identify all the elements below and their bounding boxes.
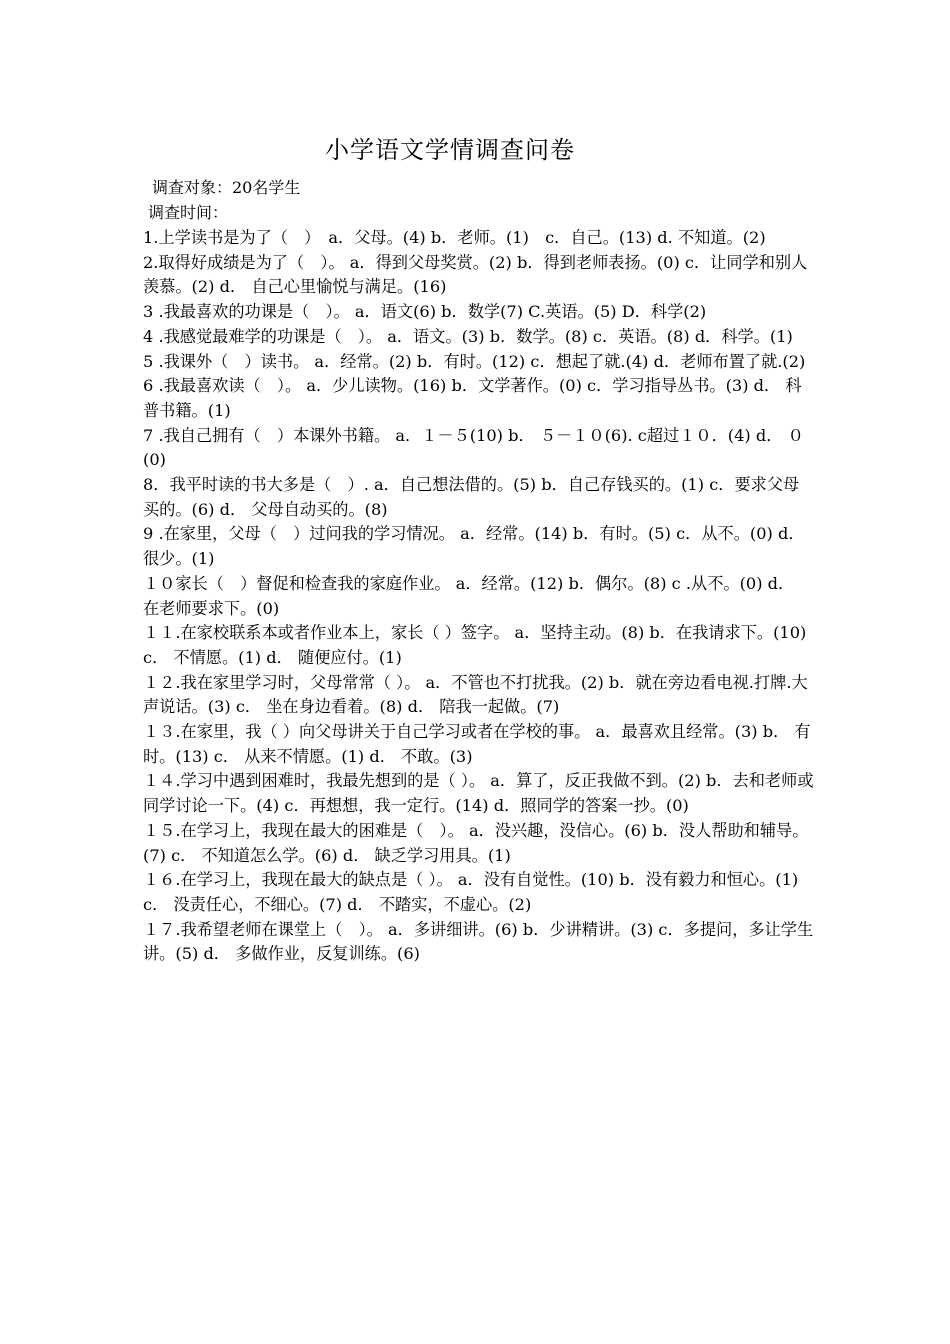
question-list [143,226,815,967]
question-13: １３.在家里，我（ ）向父母讲关于自己学习或者在学校的事。 a．最喜欢且经常。(3) b． 有时。(13) c． 从来不情愿。(1) d． 不敢。(3) [143,722,811,766]
question-2: 2.取得好成绩是为了（ ）。 a．得到父母奖赏。(2) b．得到老师表扬。(0) c．让同学和别人羡慕。(2) d． 自己心里愉悦与满足。(16) [143,252,808,297]
question-6: 6 .我最喜欢读（ ）。 a．少儿读物。(16) b．文学著作。(0) c．学习指导丛书。(3) d． 科普书籍。(1) [143,376,802,420]
question-10: １０家长（ ）督促和检查我的家庭作业。 a．经常。(12) b．偶尔。(8) c .从不。(0) d． 在老师要求下。(0) [143,573,795,618]
question-4: 4 .我感觉最难学的功课是（ ）。 a．语文。(3) b．数学。(8) c．英语。(8) d．科学。(1) [143,326,793,346]
question-1: 1.上学读书是为了（ ） a．父母。(4) b．老师。(1) c．自己。(13) d. 不知道。(2) [143,228,766,247]
question-12: １２.我在家里学习时，父母常常（ ）。 a．不管也不打扰我。(2) b．就在旁边看电视.打牌.大声说话。(3) c． 坐在身边看着。(8) d． 陪我一起做。(7) [143,672,808,717]
question-8: 8．我平时读的书大多是（ ）. a．自己想法借的。(5) b．自己存钱买的。(1) c．要求父母买的。(6) d． 父母自动买的。(8) [143,475,800,519]
question-9: 9 .在家里，父母（ ）过问我的学习情况。 a．经常。(14) b．有时。(5) c．从不。(0) d． 很少。(1) [143,524,805,569]
question-5: 5 .我课外（ ）读书。 a．经常。(2) b．有时。(12) c．想起了就.(4) d．老师布置了就.(2) [143,351,806,371]
survey-target: 调查对象：20名学生 [152,178,301,197]
document-title: 小学语文学情调查问卷 [325,136,575,164]
question-11: １１.在家校联系本或者作业本上，家长（ ）签字。 a．坚持主动。(8) b．在我请求下。(10) c． 不情愿。(1) d． 随便应付。(1) [143,623,807,667]
question-7: 7 .我自己拥有（ ）本课外书籍。 a．１－５(10) b． ５－１０(6). c超过１０．(4) d． ０(0) [143,425,804,470]
question-16: １６.在学习上，我现在最大的缺点是（ ）。 a．没有自觉性。(10) b．没有毅力和恒心。(1) c． 没责任心，不细心。(7) d． 不踏实，不虚心。(2) [143,870,799,914]
question-14: １４.学习中遇到困难时，我最先想到的是（ ）。 a．算了，反正我做不到。(2) b．去和老师或同学讨论一下。(4) c．再想想，我一定行。(14) d．照同学的答案一抄。(0) [143,771,814,816]
question-15: １５.在学习上，我现在最大的困难是（ ）。 a．没兴趣，没信心。(6) b．没人帮助和辅导。(7) c． 不知道怎么学。(6) d． 缺乏学习用具。(1) [143,820,809,865]
question-3: 3 .我最喜欢的功课是（ ）。 a．语文(6) b．数学(7) C.英语。(5) D．科学(2) [143,302,707,322]
question-17: １７.我希望老师在课堂上（ ）。 a．多讲细讲。(6) b．少讲精讲。(3) c．多提问，多让学生讲。(5) d． 多做作业，反复训练。(6) [143,919,814,964]
survey-time: 调查时间： [148,203,229,222]
